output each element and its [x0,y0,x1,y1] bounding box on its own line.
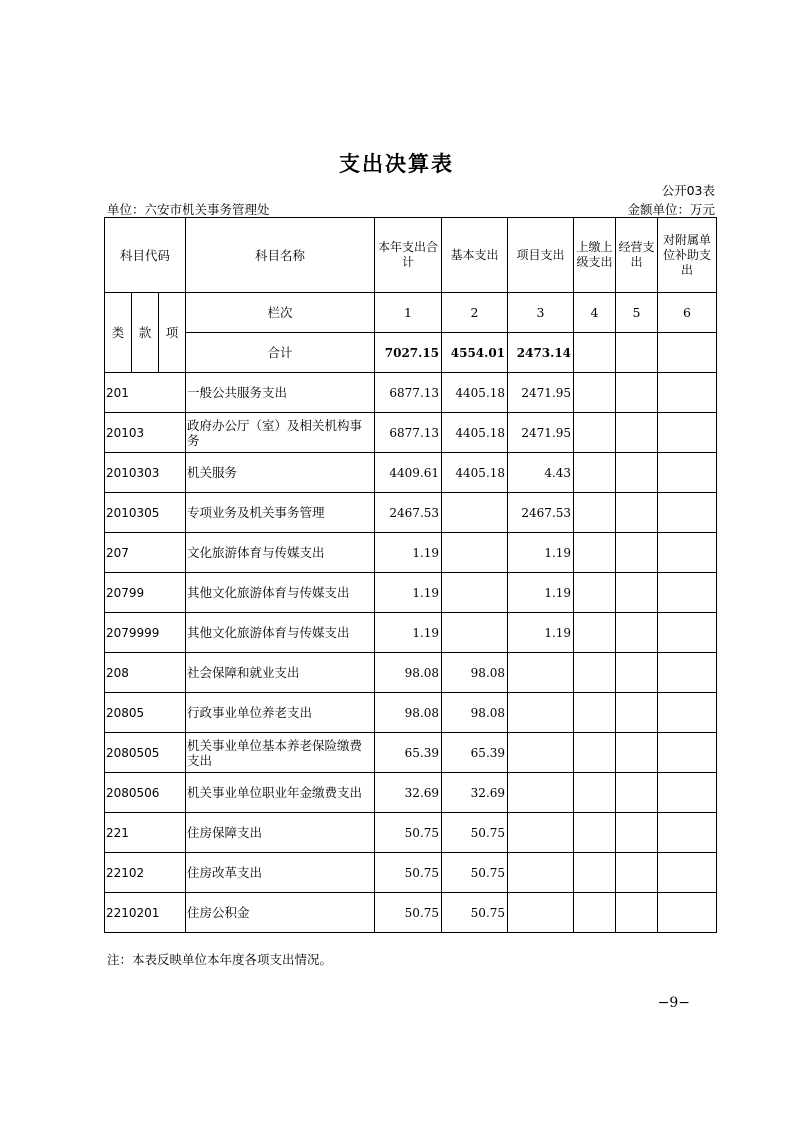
row-name: 机关事业单位基本养老保险缴费支出 [186,733,375,773]
expenditure-table [104,217,717,933]
table-row [105,733,717,773]
row-project: 2471.95 [508,413,574,453]
row-project [508,813,574,853]
row-business [616,853,658,893]
sum-total: 7027.15 [375,333,442,373]
row-upper [574,573,616,613]
unit-label: 单位：六安市机关事务管理处 [107,202,270,217]
row-total: 6877.13 [375,373,442,413]
row-name: 其他文化旅游体育与传媒支出 [186,573,375,613]
row-project [508,773,574,813]
row-name: 住房保障支出 [186,813,375,853]
row-code: 221 [105,813,186,853]
row-project [508,733,574,773]
header-business: 经营支出 [616,218,658,293]
header-upper: 上缴上级支出 [574,218,616,293]
row-upper [574,853,616,893]
row-business [616,493,658,533]
row-business [616,693,658,733]
row-subsidy [658,813,717,853]
col-number: 3 [508,293,574,333]
sum-upper [574,333,616,373]
table-row [105,813,717,853]
row-business [616,413,658,453]
row-code: 2080506 [105,773,186,813]
table-row [105,653,717,693]
row-basic [442,533,508,573]
row-upper [574,413,616,453]
table-row [105,533,717,573]
header-lei: 类 [105,293,132,373]
row-business [616,773,658,813]
row-name: 住房公积金 [186,893,375,933]
row-total: 32.69 [375,773,442,813]
row-basic: 50.75 [442,893,508,933]
table-row [105,893,717,933]
table-row [105,373,717,413]
row-basic: 65.39 [442,733,508,773]
row-name: 住房改革支出 [186,853,375,893]
row-project: 1.19 [508,533,574,573]
row-name: 行政事业单位养老支出 [186,693,375,733]
row-subsidy [658,613,717,653]
row-subsidy [658,373,717,413]
row-business [616,453,658,493]
row-business [616,733,658,773]
row-code: 22102 [105,853,186,893]
table-row [105,853,717,893]
row-upper [574,653,616,693]
row-basic: 50.75 [442,853,508,893]
row-project: 4.43 [508,453,574,493]
amount-unit-label: 金额单位：万元 [627,202,715,217]
row-business [616,573,658,613]
row-project [508,653,574,693]
row-basic: 4405.18 [442,373,508,413]
table-note: 注：本表反映单位本年度各项支出情况。 [107,952,333,967]
row-basic: 98.08 [442,693,508,733]
col-number: 5 [616,293,658,333]
sum-label: 合计 [186,333,375,373]
row-upper [574,733,616,773]
row-basic [442,493,508,533]
row-code: 2079999 [105,613,186,653]
page-number: −9− [657,995,690,1011]
col-number: 2 [442,293,508,333]
row-upper [574,533,616,573]
sum-subsidy [658,333,717,373]
col-number: 6 [658,293,717,333]
header-row [105,218,717,293]
row-upper [574,773,616,813]
row-total: 2467.53 [375,493,442,533]
row-code: 208 [105,653,186,693]
row-upper [574,813,616,853]
col-number: 1 [375,293,442,333]
row-business [616,373,658,413]
row-project: 2471.95 [508,373,574,413]
sum-basic: 4554.01 [442,333,508,373]
row-code: 2010303 [105,453,186,493]
table-row [105,693,717,733]
row-total: 4409.61 [375,453,442,493]
row-basic [442,573,508,613]
row-basic [442,613,508,653]
row-total: 50.75 [375,853,442,893]
row-basic: 4405.18 [442,453,508,493]
column-label: 栏次 [186,293,375,333]
table-row [105,773,717,813]
header-basic: 基本支出 [442,218,508,293]
row-subsidy [658,773,717,813]
row-basic: 50.75 [442,813,508,853]
row-name: 专项业务及机关事务管理 [186,493,375,533]
row-upper [574,453,616,493]
row-basic: 32.69 [442,773,508,813]
row-subsidy [658,493,717,533]
header-xiang: 项 [159,293,186,373]
row-name: 社会保障和就业支出 [186,653,375,693]
row-subsidy [658,853,717,893]
row-total: 1.19 [375,613,442,653]
page-title: 支出决算表 [339,152,454,176]
row-code: 201 [105,373,186,413]
row-total: 98.08 [375,653,442,693]
row-project: 1.19 [508,613,574,653]
row-code: 2080505 [105,733,186,773]
row-upper [574,613,616,653]
row-name: 一般公共服务支出 [186,373,375,413]
row-project: 2467.53 [508,493,574,533]
table-row [105,613,717,653]
row-business [616,653,658,693]
row-code: 20799 [105,573,186,613]
header-total: 本年支出合计 [375,218,442,293]
row-total: 98.08 [375,693,442,733]
row-subsidy [658,653,717,693]
header-project: 项目支出 [508,218,574,293]
row-subsidy [658,893,717,933]
row-total: 6877.13 [375,413,442,453]
row-total: 65.39 [375,733,442,773]
row-basic: 4405.18 [442,413,508,453]
col-number: 4 [574,293,616,333]
row-code: 2010305 [105,493,186,533]
row-business [616,893,658,933]
header-subsidy: 对附属单位补助支出 [658,218,717,293]
row-project [508,853,574,893]
table-row [105,453,717,493]
row-subsidy [658,573,717,613]
header-code: 科目代码 [105,218,186,293]
row-upper [574,493,616,533]
table-row [105,413,717,453]
row-code: 207 [105,533,186,573]
row-project [508,693,574,733]
header-kuan: 款 [132,293,159,373]
form-number: 公开03表 [661,183,715,198]
sum-business [616,333,658,373]
row-total: 1.19 [375,573,442,613]
row-subsidy [658,413,717,453]
row-subsidy [658,533,717,573]
row-subsidy [658,453,717,493]
row-name: 其他文化旅游体育与传媒支出 [186,613,375,653]
row-code: 20805 [105,693,186,733]
column-number-row [105,293,717,333]
row-business [616,813,658,853]
sum-project: 2473.14 [508,333,574,373]
row-upper [574,893,616,933]
row-upper [574,693,616,733]
row-subsidy [658,693,717,733]
row-code: 2210201 [105,893,186,933]
row-total: 50.75 [375,893,442,933]
row-name: 机关事业单位职业年金缴费支出 [186,773,375,813]
row-name: 政府办公厅（室）及相关机构事务 [186,413,375,453]
row-name: 机关服务 [186,453,375,493]
row-project [508,893,574,933]
table-row [105,493,717,533]
row-business [616,613,658,653]
row-name: 文化旅游体育与传媒支出 [186,533,375,573]
row-project: 1.19 [508,573,574,613]
row-total: 1.19 [375,533,442,573]
sum-row [105,333,717,373]
table-row [105,573,717,613]
header-name: 科目名称 [186,218,375,293]
row-total: 50.75 [375,813,442,853]
row-upper [574,373,616,413]
row-basic: 98.08 [442,653,508,693]
row-business [616,533,658,573]
row-code: 20103 [105,413,186,453]
row-subsidy [658,733,717,773]
